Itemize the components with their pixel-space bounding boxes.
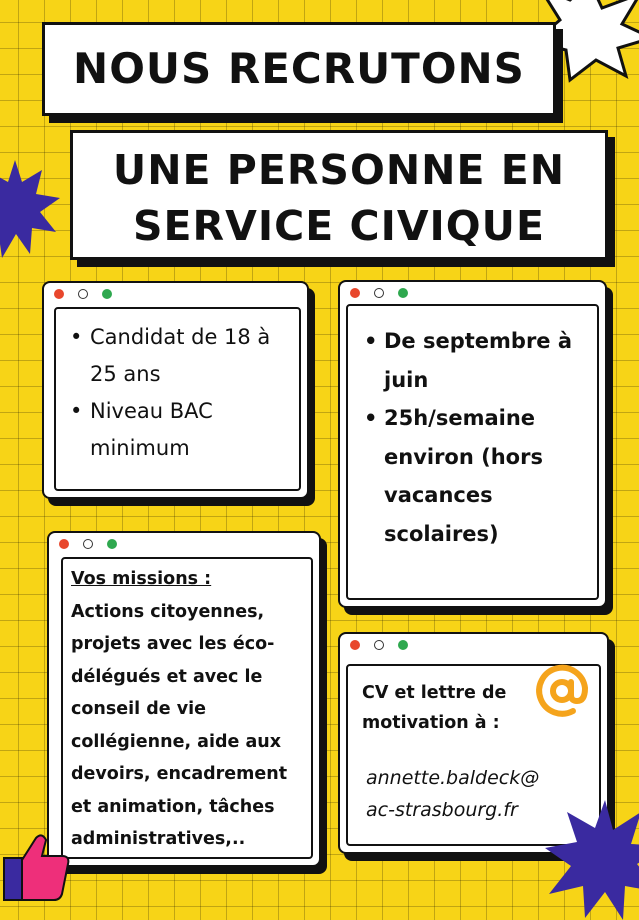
list-item: • Candidat de 18 à 25 ans	[64, 319, 293, 393]
window-controls	[350, 288, 408, 298]
schedule-content	[346, 304, 599, 600]
contact-text: CV et lettre de motivation à :	[362, 683, 507, 733]
maximize-dot-icon	[398, 288, 408, 298]
subtitle-line-2: SERVICE CIVIQUE	[133, 202, 545, 250]
maximize-dot-icon	[102, 289, 112, 299]
close-dot-icon	[54, 289, 64, 299]
close-dot-icon	[59, 539, 69, 549]
subtitle-box	[70, 130, 608, 260]
minimize-dot-icon	[374, 640, 384, 650]
window-controls	[54, 289, 112, 299]
email-line-2: ac-strasbourg.fr	[366, 799, 518, 821]
profile-list	[64, 319, 293, 467]
headline-box	[42, 22, 556, 116]
profile-window	[42, 281, 309, 499]
maximize-dot-icon	[398, 640, 408, 650]
schedule-list	[358, 322, 591, 553]
close-dot-icon	[350, 288, 360, 298]
headline-title: NOUS RECRUTONS	[73, 44, 525, 93]
maximize-dot-icon	[107, 539, 117, 549]
minimize-dot-icon	[83, 539, 93, 549]
at-sign-icon	[531, 660, 593, 722]
starburst-left-icon	[0, 160, 60, 260]
list-item: • De septembre à juin	[358, 322, 591, 399]
minimize-dot-icon	[78, 289, 88, 299]
minimize-dot-icon	[374, 288, 384, 298]
thumbs-up-icon	[0, 828, 72, 904]
schedule-window	[338, 280, 607, 608]
list-item: • Niveau BAC minimum	[64, 393, 293, 467]
missions-content	[61, 557, 313, 859]
starburst-bottom-right-icon	[545, 800, 639, 920]
list-item: • 25h/semaine environ (hors vacances scolaires)	[358, 399, 591, 553]
subtitle-line-1: UNE PERSONNE EN	[112, 146, 566, 194]
missions-text: Actions citoyennes, projets avec les éco-délégués et avec le conseil de vie collégienne, aide aux devoirs, encadrement et animation, tâches administratives,..	[71, 601, 288, 849]
missions-title: Vos missions :	[71, 569, 212, 589]
window-controls	[59, 539, 117, 549]
profile-content	[54, 307, 301, 491]
email-line-1: annette.baldeck@	[366, 767, 540, 789]
missions-window	[47, 531, 321, 867]
close-dot-icon	[350, 640, 360, 650]
window-controls	[350, 640, 408, 650]
